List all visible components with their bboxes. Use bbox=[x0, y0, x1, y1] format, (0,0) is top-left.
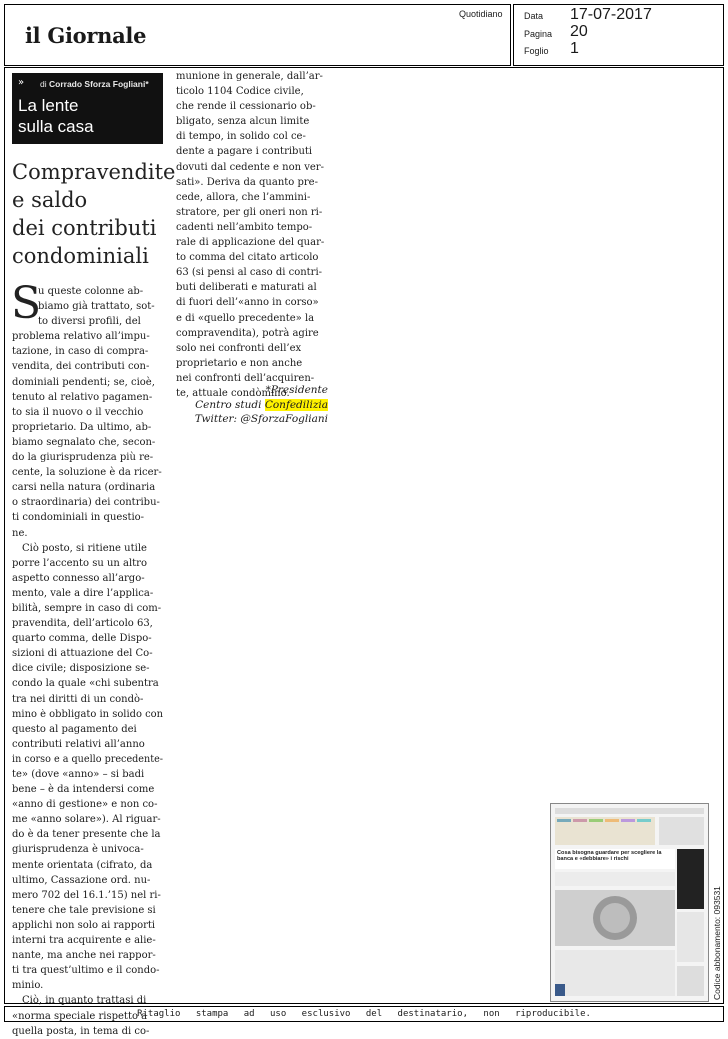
text-line: to diversi profili, del bbox=[38, 316, 141, 328]
metadata-box bbox=[513, 4, 724, 66]
text-line: minio. bbox=[12, 980, 44, 992]
text-line: di fuori dell’«anno in corso» bbox=[176, 297, 319, 309]
text-line: mero 702 del 16.1.’15) nel ri- bbox=[12, 889, 161, 901]
text-line: tenere che tale previsione si bbox=[12, 904, 156, 916]
text-line: solo nei confronti dell’ex bbox=[176, 342, 302, 354]
text-line: do la giurisprudenza più re- bbox=[12, 452, 154, 464]
text-line: vendita, dei contributi con- bbox=[12, 361, 150, 373]
sheet-value: 1 bbox=[570, 40, 579, 57]
text-line: di tempo, in solido col ce- bbox=[176, 131, 306, 143]
affiliation-prefix: Centro studi bbox=[195, 398, 265, 411]
text-line: mento, vale a dire l’applica- bbox=[12, 587, 154, 599]
text-line: pravendita, dell’articolo 63, bbox=[12, 618, 153, 630]
text-line: ne. bbox=[12, 527, 28, 539]
subscription-code: Codice abbonamento: 093531 bbox=[712, 886, 722, 1000]
text-line: Ciò posto, si ritiene utile bbox=[22, 542, 147, 554]
text-line: stratore, per gli oneri non ri- bbox=[176, 206, 323, 218]
author-name: Corrado Sforza Fogliani* bbox=[49, 79, 149, 89]
text-line: mino è obbligato in solido con bbox=[12, 708, 164, 720]
text-line: quarto comma, delle Dispo- bbox=[12, 633, 152, 645]
text-line: u queste colonne ab- bbox=[38, 286, 144, 297]
text-line: compravendita), potrà agire bbox=[176, 327, 319, 339]
text-line: nei confronti dell’acquiren- bbox=[176, 372, 315, 384]
text-line: e di «quello precedente» la bbox=[176, 312, 315, 324]
text-line: aspetto connesso all’argo- bbox=[12, 572, 145, 584]
date-value: 17-07-2017 bbox=[570, 6, 652, 23]
text-line: to comma del citato articolo bbox=[176, 252, 319, 264]
text-line: proprietario. Da ultimo, ab- bbox=[12, 421, 152, 433]
publication-type: Quotidiano bbox=[459, 9, 503, 19]
text-line: bene – è da intendersi come bbox=[12, 784, 155, 796]
text-line: dominiali pendenti; se, cioè, bbox=[12, 376, 155, 388]
text-line: contributi relativi all’anno bbox=[12, 738, 145, 750]
headline-line: e saldo bbox=[12, 188, 88, 212]
text-line: sati». Deriva da quanto pre- bbox=[176, 176, 318, 188]
rubric-title-line1: La lente bbox=[18, 96, 79, 115]
signature-twitter: Twitter: @SforzaFogliani bbox=[194, 413, 328, 425]
text-line: ti condominiali in questio- bbox=[12, 512, 145, 524]
text-line: dovuti dal cedente e non ver- bbox=[176, 161, 324, 173]
article-column-1 bbox=[11, 278, 164, 1039]
text-line: 63 (si pensi al caso di contri- bbox=[176, 267, 323, 279]
rubric-title-line2: sulla casa bbox=[18, 117, 94, 136]
author-prefix: di bbox=[40, 79, 47, 89]
headline-line: Compravendite bbox=[12, 160, 176, 184]
text-line: sizioni di attuazione del Co- bbox=[12, 648, 153, 660]
text-line: ultimo, Cassazione ord. nu- bbox=[12, 874, 151, 886]
text-line: mente orientata (cifrato, da bbox=[12, 859, 153, 871]
signature-affiliation bbox=[176, 398, 328, 413]
signature-role: *Presidente bbox=[265, 384, 328, 396]
text-line: buti deliberati e maturati al bbox=[176, 282, 317, 294]
text-line: che rende il cessionario ob- bbox=[176, 101, 316, 113]
text-line: interni tra acquirente e alie- bbox=[12, 935, 156, 947]
text-line: cede, allora, che l’ammini- bbox=[176, 191, 311, 203]
page-label: Pagina bbox=[524, 29, 553, 39]
text-line: bilità, sempre in caso di com- bbox=[12, 602, 162, 614]
text-line: o straordinaria) dei contribu- bbox=[12, 497, 160, 509]
sheet-label: Foglio bbox=[524, 46, 549, 56]
headline-line: condominiali bbox=[12, 244, 149, 268]
page-thumbnail-graphic bbox=[551, 804, 708, 1001]
page-thumbnail bbox=[550, 803, 709, 1002]
text-line: bligato, senza alcun limite bbox=[176, 116, 310, 128]
text-line: «anno di gestione» e non co- bbox=[12, 799, 158, 811]
date-label: Data bbox=[524, 11, 544, 21]
text-line: te» (dove «anno» – si badi bbox=[12, 769, 145, 780]
text-line: quella posta, in tema di co- bbox=[12, 1025, 150, 1037]
text-line: tenuto al relativo pagamen- bbox=[12, 391, 153, 403]
text-line: me «anno solare»). Al riguar- bbox=[12, 814, 161, 826]
text-line: dente a pagare i contributi bbox=[176, 146, 313, 158]
signature-block bbox=[176, 383, 328, 427]
text-line: giurisprudenza è univoca- bbox=[12, 844, 144, 856]
text-line: cadenti nell’ambito tempo- bbox=[176, 221, 313, 233]
text-line: te, attuale condòmino. bbox=[176, 387, 290, 399]
rubric-author bbox=[40, 79, 149, 89]
text-line: cente, la soluzione è da ricer- bbox=[12, 467, 162, 479]
text-line: nante, ma anche nei rappor- bbox=[12, 950, 156, 962]
text-line: in corso e a quello precedente- bbox=[12, 753, 164, 765]
text-line: ti tra quest’ultimo e il condo- bbox=[12, 965, 160, 977]
text-line: Ciò, in quanto trattasi di bbox=[22, 995, 147, 1007]
text-line: biamo già trattato, sot- bbox=[38, 301, 155, 313]
column-rubric bbox=[12, 73, 163, 144]
text-line: applichi non solo ai rapporti bbox=[12, 919, 156, 931]
drop-cap: S bbox=[11, 278, 42, 329]
text-line: condo la quale «chi subentra bbox=[12, 678, 159, 690]
text-line: proprietario e non anche bbox=[176, 357, 303, 369]
text-line: carsi nella natura (ordinaria bbox=[12, 482, 156, 494]
publication-logo: il Giornale bbox=[25, 23, 147, 48]
footer-disclaimer: Ritaglio stampa ad uso esclusivo del destinatario, non riproducibile. bbox=[4, 1006, 724, 1022]
text-line: munione in generale, dall’ar- bbox=[176, 71, 323, 82]
text-line: tra nei diritti di un condò- bbox=[12, 693, 144, 705]
text-line: biamo segnalato che, secon- bbox=[12, 436, 156, 448]
article-column-2 bbox=[176, 69, 328, 401]
article-headline bbox=[12, 158, 176, 270]
text-line: problema relativo all’impu- bbox=[12, 331, 150, 343]
text-line: ticolo 1104 Codice civile, bbox=[176, 86, 304, 98]
highlighted-organization: Confedilizia bbox=[264, 398, 328, 411]
double-chevron-icon: » bbox=[18, 77, 25, 88]
thumbnail-headline: Cosa bisogna guardare per scegliere la banca e «debbiare» i rischi bbox=[557, 850, 662, 863]
text-line: porre l’accento su un altro bbox=[12, 557, 147, 569]
text-line: to sia il nuovo o il vecchio bbox=[12, 406, 144, 418]
text-line: rale di applicazione del quar- bbox=[176, 237, 325, 249]
headline-line: dei contributi bbox=[12, 216, 157, 240]
text-line: «norma speciale rispetto a bbox=[12, 1010, 148, 1022]
text-line: questo al pagamento dei bbox=[12, 723, 137, 735]
text-line: dice civile; disposizione se- bbox=[12, 663, 150, 675]
text-line: tazione, in caso di compra- bbox=[12, 346, 149, 358]
text-line: do è da tener presente che la bbox=[12, 829, 161, 841]
page-value: 20 bbox=[570, 23, 588, 40]
rubric-title bbox=[18, 95, 94, 137]
